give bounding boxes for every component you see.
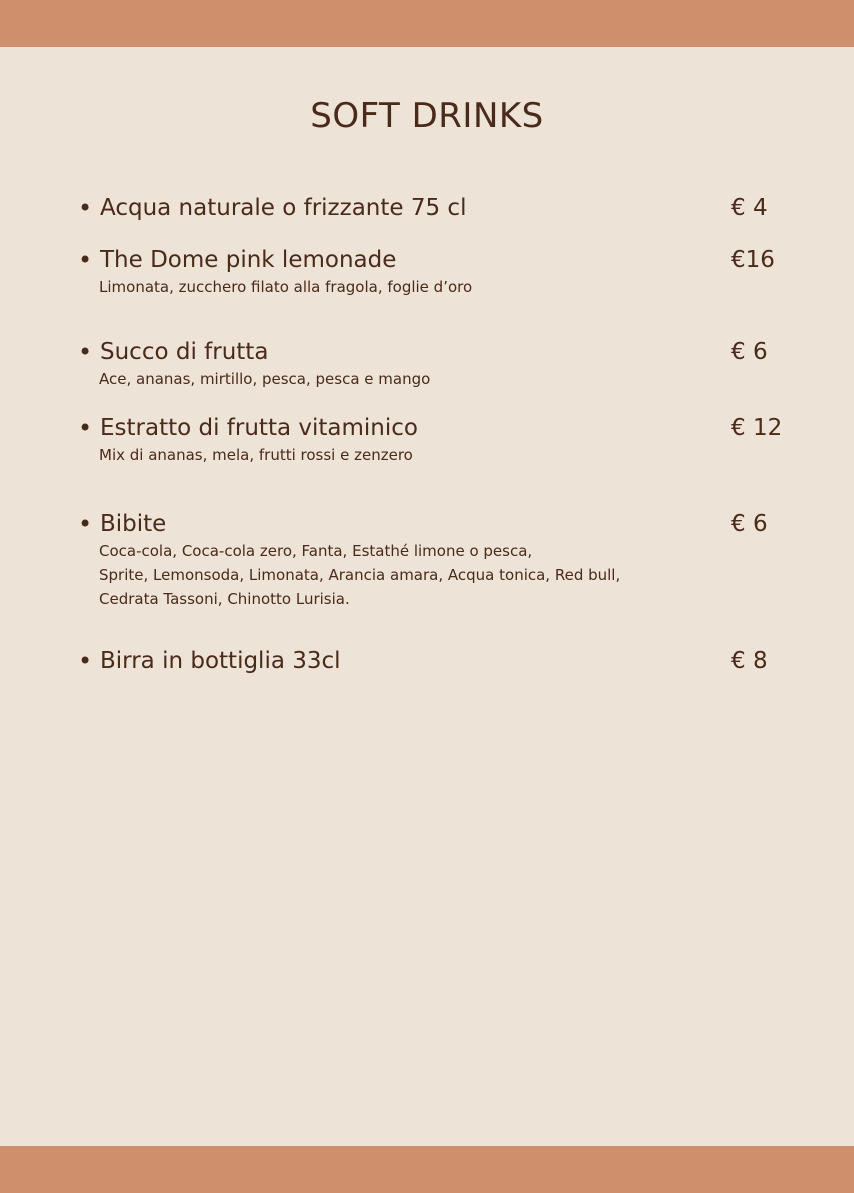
item-description <box>99 275 659 299</box>
bullet: • <box>78 194 93 222</box>
item-name: Succo di frutta <box>100 339 269 365</box>
bottom-band <box>0 1146 854 1193</box>
item-price: € 6 <box>731 339 768 365</box>
bullet: • <box>78 647 93 675</box>
item-price: € 8 <box>731 648 768 674</box>
description-line: Mix di ananas, mela, frutti rossi e zenzero <box>99 446 413 464</box>
description-line: Cedrata Tassoni, Chinotto Lurisia. <box>99 590 350 608</box>
item-description <box>99 539 659 611</box>
item-name: Birra in bottiglia 33cl <box>100 648 341 674</box>
description-line: Ace, ananas, mirtillo, pesca, pesca e mango <box>99 370 431 388</box>
item-price: € 4 <box>731 195 768 221</box>
description-line: Coca-cola, Coca-cola zero, Fanta, Estathé limone o pesca, <box>99 542 533 560</box>
item-name: Bibite <box>100 511 167 537</box>
top-band <box>0 0 854 47</box>
description-line: Sprite, Lemonsoda, Limonata, Arancia amara, Acqua tonica, Red bull, <box>99 566 621 584</box>
item-description <box>99 367 659 391</box>
item-name: The Dome pink lemonade <box>100 247 397 273</box>
bullet: • <box>78 246 93 274</box>
bullet: • <box>78 338 93 366</box>
item-price: € 6 <box>731 511 768 537</box>
item-name: Acqua naturale o frizzante 75 cl <box>100 195 467 221</box>
item-price: € 12 <box>731 415 783 441</box>
item-description <box>99 443 659 467</box>
bullet: • <box>78 510 93 538</box>
bullet: • <box>78 414 93 442</box>
description-line: Limonata, zucchero filato alla fragola, foglie d’oro <box>99 278 473 296</box>
item-price: €16 <box>731 247 775 273</box>
page-title: SOFT DRINKS <box>310 96 544 136</box>
item-name: Estratto di frutta vitaminico <box>100 415 418 441</box>
